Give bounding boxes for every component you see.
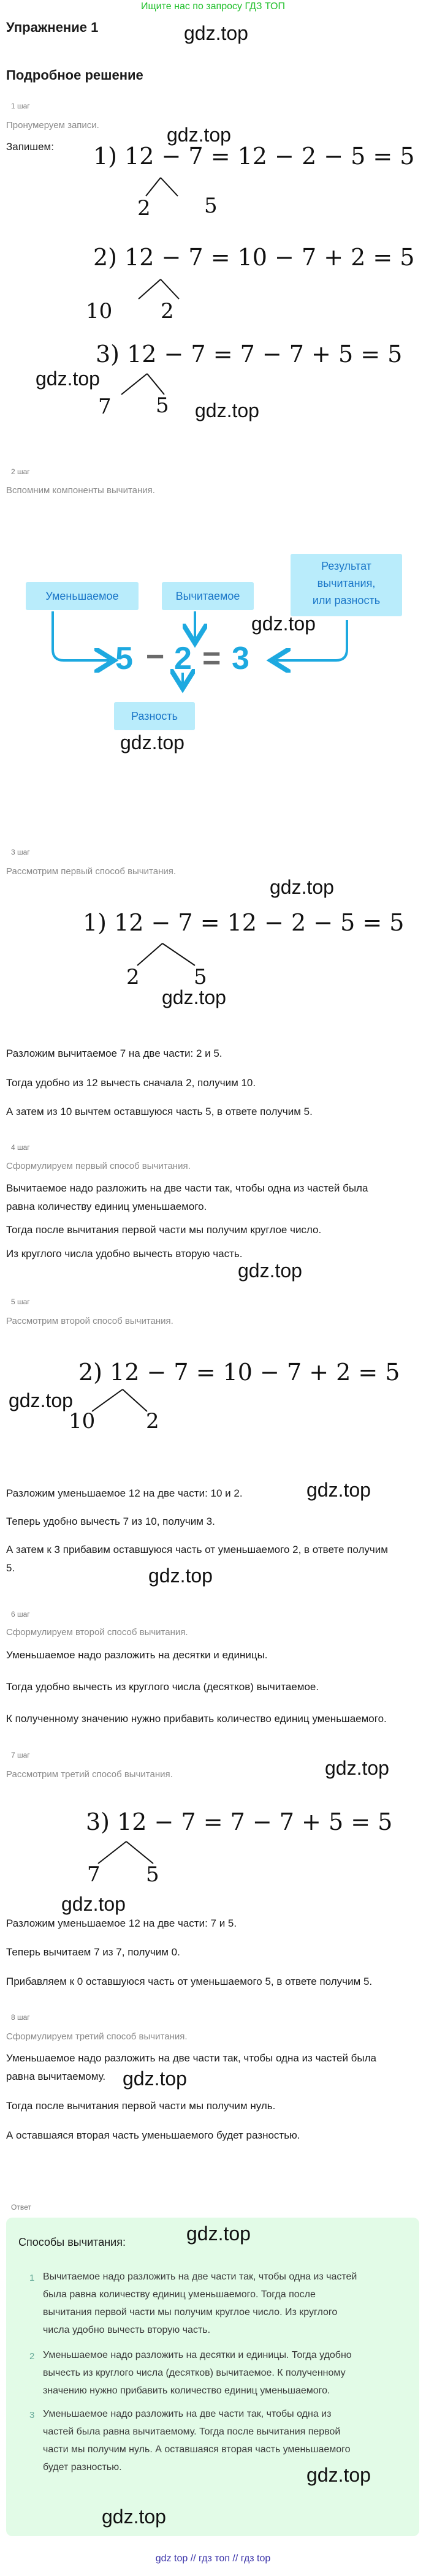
solution-title: Подробное решение	[6, 67, 143, 83]
equals-sign: =	[202, 641, 221, 676]
result-value: 3	[232, 641, 249, 676]
watermark: gdz.top	[167, 124, 231, 146]
equation-3-repeat: 3) 12 − 7 = 7 − 7 + 5 = 5	[86, 1808, 393, 1835]
step-label: 1 шаг	[11, 102, 30, 110]
text-line: К полученному значению нужно прибавить количество единиц уменьшаемого.	[6, 1713, 387, 1724]
part-left: 7	[87, 1862, 101, 1887]
step-label: 8 шаг	[11, 2013, 30, 2022]
watermark: gdz.top	[120, 731, 184, 754]
answer-line: Уменьшаемое надо разложить на две части так, чтобы одна из	[43, 2409, 332, 2419]
text-line: А затем из 10 вычтем оставшуюся часть 5, в ответе получим 5.	[6, 1106, 313, 1117]
watermark: gdz.top	[195, 399, 259, 421]
text-line: Тогда после вычитания первой части мы получим нуль.	[6, 2100, 276, 2112]
step-note: Сформулируем третий способ вычитания.	[6, 2031, 188, 2042]
answer-item	[43, 2405, 351, 2476]
step-note: Пронумеруем записи.	[6, 120, 99, 130]
step-note: Сформулируем первый способ вычитания.	[6, 1161, 191, 1171]
watermark: gdz.top	[306, 2464, 371, 2486]
text-line: А оставшаяся вторая часть уменьшаемого будет разностью.	[6, 2129, 300, 2141]
step-note: Рассмотрим второй способ вычитания.	[6, 1316, 173, 1326]
watermark: gdz.top	[148, 1565, 213, 1587]
watermark: gdz.top	[270, 876, 334, 898]
answer-line: части мы получим нуль. А оставшаяся вторая часть уменьшаемого	[43, 2444, 351, 2455]
subtrahend-value: 2	[174, 641, 192, 676]
watermark: gdz.top	[123, 2068, 187, 2090]
step-label: 7 шаг	[11, 1751, 30, 1759]
watermark: gdz.top	[184, 22, 248, 44]
equation-2-repeat: 2) 12 − 7 = 10 − 7 + 2 = 5	[78, 1359, 400, 1386]
text-line: Тогда удобно вычесть из круглого числа (десятков) вычитаемое.	[6, 1681, 319, 1693]
step-label: 2 шаг	[11, 467, 30, 476]
text-line: равна количеству единиц уменьшаемого.	[6, 1201, 207, 1212]
step-label: 5 шаг	[11, 1297, 30, 1306]
search-banner: Ищите нас по запросу ГДЗ ТОП	[141, 1, 285, 12]
answer-line: Уменьшаемое надо разложить на десятки и единицы. Тогда удобно	[43, 2350, 352, 2360]
answer-line: значению нужно прибавить количество единиц уменьшаемого.	[43, 2385, 330, 2396]
equation-2: 2) 12 − 7 = 10 − 7 + 2 = 5	[93, 244, 415, 271]
answer-item-number: 3	[29, 2410, 35, 2420]
part-right: 5	[146, 1862, 159, 1887]
watermark: gdz.top	[36, 368, 100, 390]
part-left: 7	[98, 395, 112, 419]
text-line: Разложим уменьшаемое 12 на две части: 7 и 5.	[6, 1917, 237, 1929]
subtrahend-box: Вычитаемое	[162, 582, 254, 610]
part-left: 10	[69, 1409, 96, 1433]
text-line: А затем к 3 прибавим оставшуюся часть от уменьшаемого 2, в ответе получим	[6, 1544, 388, 1555]
text-line: Уменьшаемое надо разложить на две части так, чтобы одна из частей была	[6, 2052, 376, 2064]
step-text: Запишем:	[6, 141, 54, 153]
step-label: 4 шаг	[11, 1143, 30, 1152]
watermark: gdz.top	[162, 986, 226, 1008]
equation-1-repeat: 1) 12 − 7 = 12 − 2 − 5 = 5	[83, 909, 405, 936]
answer-line: Вычитаемое надо разложить на две части так, чтобы одна из частей	[43, 2272, 357, 2282]
part-right: 5	[204, 194, 218, 218]
answer-item	[43, 2346, 352, 2400]
watermark: gdz.top	[238, 1260, 302, 1282]
watermark: gdz.top	[186, 2223, 251, 2245]
part-right: 2	[146, 1409, 159, 1433]
watermark: gdz.top	[102, 2506, 166, 2528]
text-line: 5.	[6, 1562, 15, 1574]
answer-item-number: 2	[29, 2351, 35, 2362]
part-left: 2	[126, 965, 140, 989]
minuend-box: Уменьшаемое	[26, 582, 139, 610]
answer-item-number: 1	[29, 2273, 35, 2283]
equation-1: 1) 12 − 7 = 12 − 2 − 5 = 5	[93, 143, 415, 170]
step-note: Рассмотрим первый способ вычитания.	[6, 866, 177, 877]
text-line: Прибавляем к 0 оставшуюся часть от уменьшаемого 5, в ответе получим 5.	[6, 1976, 373, 1987]
text-line: Тогда удобно из 12 вычесть сначала 2, получим 10.	[6, 1077, 256, 1089]
result-line: или разность	[312, 594, 381, 606]
text-line: Разложим вычитаемое 7 на две части: 2 и 5.	[6, 1048, 223, 1059]
answer-line: числа удобно вычесть вторую часть.	[43, 2325, 211, 2335]
text-line: Тогда после вычитания первой части мы получим круглое число.	[6, 1224, 322, 1236]
answer-line: вычесть из круглого числа (десятков) вычитаемое. К полученному	[43, 2368, 346, 2378]
equation-3: 3) 12 − 7 = 7 − 7 + 5 = 5	[96, 341, 403, 368]
watermark: gdz.top	[325, 1757, 389, 1779]
answer-item	[43, 2268, 357, 2339]
text-line: Из круглого числа удобно вычесть вторую часть.	[6, 1248, 243, 1260]
part-right: 5	[194, 965, 207, 989]
watermark: gdz.top	[306, 1479, 371, 1501]
step-note: Вспомним компоненты вычитания.	[6, 485, 155, 496]
step-note: Сформулируем второй способ вычитания.	[6, 1627, 188, 1637]
answer-line: вычитания первой части мы получим круглое число. Из круглого	[43, 2307, 338, 2317]
decomposition-lines-7	[0, 1826, 426, 1899]
answer-line: будет разностью.	[43, 2462, 122, 2472]
minuend-value: 5	[115, 641, 133, 676]
answer-line: частей была равна вычитаемому. Тогда после вычитания первой	[43, 2427, 341, 2437]
part-left: 2	[137, 196, 151, 221]
decomposition-lines-3	[0, 919, 426, 992]
part-right: 5	[156, 393, 169, 418]
difference-box: Разность	[114, 702, 195, 730]
watermark: gdz.top	[9, 1389, 73, 1411]
text-line: Уменьшаемое надо разложить на десятки и единицы.	[6, 1649, 268, 1661]
answer-line: была равна количеству единиц уменьшаемого. Тогда после	[43, 2289, 316, 2300]
part-left: 10	[86, 299, 113, 323]
watermark: gdz.top	[251, 613, 316, 635]
text-line: Вычитаемое надо разложить на две части так, чтобы одна из частей была	[6, 1182, 368, 1194]
step-label: 6 шаг	[11, 1610, 30, 1618]
result-line: Результат	[321, 560, 371, 572]
part-right: 2	[161, 299, 174, 323]
minus-sign: −	[146, 639, 165, 674]
step-label: 3 шаг	[11, 848, 30, 856]
result-line: вычитания,	[317, 577, 376, 589]
exercise-title: Упражнение 1	[6, 20, 99, 35]
text-line: Теперь удобно вычесть 7 из 10, получим 3.	[6, 1516, 215, 1527]
text-line: Теперь вычитаем 7 из 7, получим 0.	[6, 1946, 180, 1958]
text-line: равна вычитаемому.	[6, 2071, 106, 2082]
watermark: gdz.top	[61, 1893, 126, 1915]
step-note: Рассмотрим третий способ вычитания.	[6, 1769, 173, 1780]
text-line: Разложим уменьшаемое 12 на две части: 10 и 2.	[6, 1487, 243, 1499]
answer-title: Способы вычитания:	[18, 2236, 126, 2248]
answer-badge: Ответ	[11, 2203, 31, 2212]
footer-links[interactable]: gdz top // гдз топ // гдз top	[155, 2553, 271, 2564]
